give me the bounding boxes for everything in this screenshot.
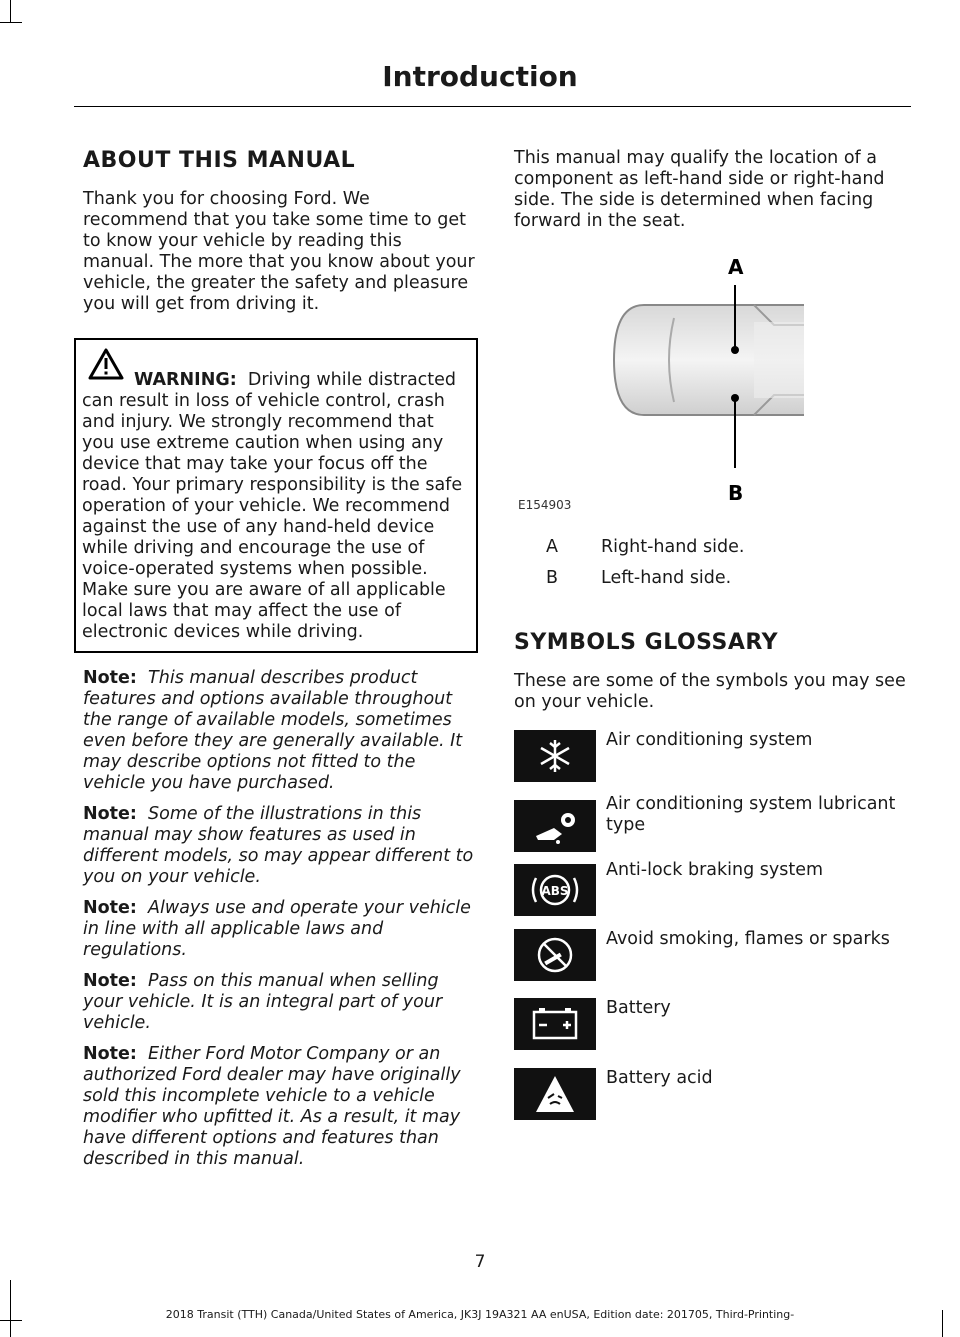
- about-heading: ABOUT THIS MANUAL: [83, 148, 356, 173]
- note: [83, 804, 475, 888]
- symbol-label: Anti-lock braking system: [606, 860, 824, 880]
- note-text: Always use and operate your vehicle in line with all applicable laws and regulations.: [83, 898, 471, 960]
- warning-body: Driving while distracted can result in loss of vehicle control, crash and injury. We strongly recommend that you use extreme caution when using any device that may take your focus off the road. Your primary responsibility is the safe operation of your vehicle. We recommend against the use of any hand-held device while driving and encourage the use of voice-operated systems when possible. Make sure you are aware of all applicable local laws that may affect the use of electronic devices while driving.: [82, 370, 463, 642]
- note: [83, 898, 475, 961]
- location-text: This manual may qualify the location of a component as left-hand side or right-hand side. The side is determined when facing forward in the seat.: [514, 148, 885, 231]
- note-label: Note:: [83, 804, 137, 824]
- note-label: Note:: [83, 898, 137, 918]
- location-section: [514, 148, 914, 232]
- warning-box: [74, 338, 478, 653]
- warning-label: WARNING:: [134, 370, 237, 390]
- battery-acid-icon: [514, 1068, 596, 1120]
- crop-mark: [10, 0, 11, 22]
- svg-text:ABS: ABS: [541, 884, 569, 898]
- note: [83, 668, 475, 794]
- symbol-label: Air conditioning system lubricant type: [606, 794, 896, 835]
- page-number: 7: [474, 1252, 486, 1272]
- legend-value: Right-hand side.: [601, 537, 745, 557]
- header-divider: [74, 106, 911, 107]
- car-top-view-figure: [514, 250, 914, 520]
- note-label: Note:: [83, 1044, 137, 1064]
- symbols-section: [514, 630, 914, 713]
- symbol-label: Battery: [606, 998, 671, 1018]
- notes-list: [83, 668, 475, 1180]
- note: [83, 1044, 475, 1170]
- symbol-label: Air conditioning system: [606, 730, 813, 750]
- warning-triangle-icon: [88, 348, 124, 380]
- crop-mark: [0, 22, 22, 23]
- note: [83, 971, 475, 1034]
- about-intro: Thank you for choosing Ford. We recommend that you take some time to get to know your vehicle by reading this manual. The more that you know about your vehicle, the greater the safety and pleasure you will get from driving it.: [83, 189, 475, 314]
- figure-id: E154903: [518, 498, 572, 512]
- footer-edition: 2018 Transit (TTH) Canada/United States of America, JK3J 19A321 AA enUSA, Edition date: 201705, Third-Printing-: [165, 1308, 795, 1321]
- note-label: Note:: [83, 668, 137, 688]
- battery-icon: [514, 998, 596, 1050]
- snowflake-icon: [514, 730, 596, 782]
- legend-key: B: [546, 568, 559, 588]
- abs-icon: [514, 864, 596, 916]
- warning-text: [82, 370, 470, 643]
- note-label: Note:: [83, 971, 137, 991]
- ac-lubricant-icon: [514, 800, 596, 852]
- marker-b: B: [728, 481, 744, 505]
- legend-key: A: [546, 537, 558, 557]
- no-smoking-icon: [514, 929, 596, 981]
- note-text: This manual describes product features and options available throughout the range of available models, sometimes even before they are generally available. It may describe options not fitted to the vehicle you have purchased.: [83, 668, 463, 793]
- about-section: [83, 148, 475, 315]
- note-text: Pass on this manual when selling your vehicle. It is an integral part of your vehicle.: [83, 971, 443, 1033]
- note-text: Some of the illustrations in this manual may show features as used in different models, so may appear different to you on your vehicle.: [83, 804, 474, 887]
- legend-value: Left-hand side.: [601, 568, 732, 588]
- symbol-label: Avoid smoking, flames or sparks: [606, 929, 890, 949]
- symbol-label: Battery acid: [606, 1068, 713, 1088]
- page-title: Introduction: [382, 60, 578, 93]
- car-illustration: [514, 250, 914, 520]
- symbols-intro: These are some of the symbols you may see on your vehicle.: [514, 671, 906, 712]
- symbols-heading: SYMBOLS GLOSSARY: [514, 630, 779, 655]
- note-text: Either Ford Motor Company or an authorized Ford dealer may have originally sold this incomplete vehicle to a vehicle modifier who upfitted it. As a result, it may have different options and features than described in this manual.: [83, 1044, 461, 1169]
- marker-a: A: [728, 255, 744, 279]
